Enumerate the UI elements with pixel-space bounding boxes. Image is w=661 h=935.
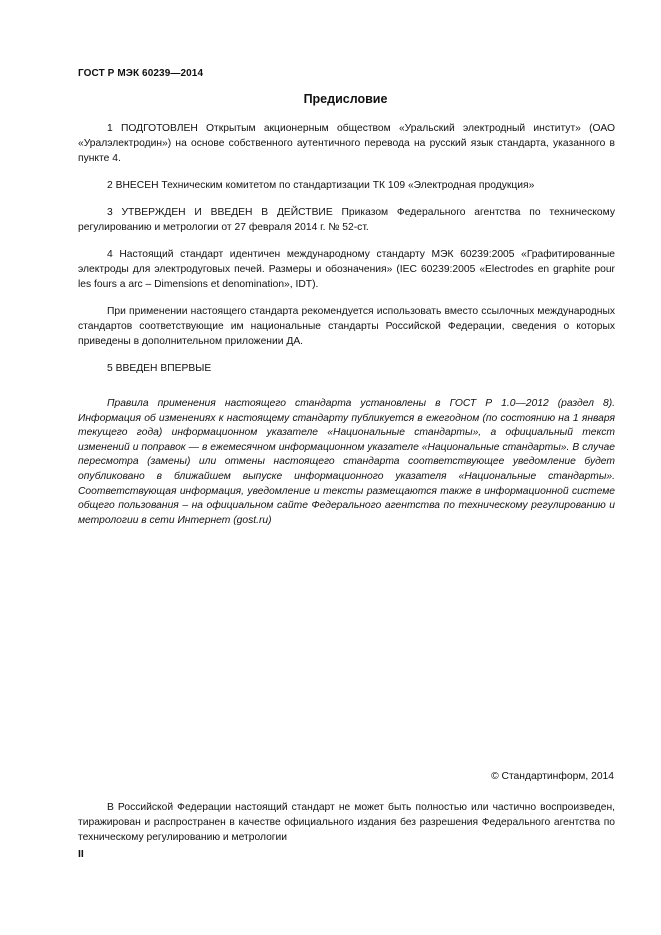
page-number: II <box>78 848 84 860</box>
paragraph-prepared: 1 ПОДГОТОВЛЕН Открытым акционерным обществом «Уральский электродный институт» (ОАО «Уралэлектродин») на основе собственного аутентичного перевода на русский язык стандарта, указанного в пункте 4. <box>78 123 615 164</box>
rules-note <box>78 397 615 528</box>
paragraph-approved: 3 УТВЕРЖДЕН И ВВЕДЕН В ДЕЙСТВИЕ Приказом Федерального агентства по техническому регулированию и метрологии от 27 февраля 2014 г. № 52-ст. <box>78 207 615 233</box>
standard-header: ГОСТ Р МЭК 60239—2014 <box>78 68 204 79</box>
reproduction-notice-text: В Российской Федерации настоящий стандарт не может быть полностью или частично воспроизведен, тиражирован и распространен в качестве официального издания без разрешения Федерального агентства по техническому регулированию и метрологии <box>78 802 615 843</box>
preface-body <box>78 121 615 388</box>
page-title: Предисловие <box>303 92 388 106</box>
paragraph-application: При применении настоящего стандарта рекомендуется использовать вместо ссылочных международных стандартов соответствующие им национальные стандарты Российской Федерации, сведения о которых приведены в дополнительном приложении ДА. <box>78 306 615 347</box>
paragraph-first-introduced: 5 ВВЕДЕН ВПЕРВЫЕ <box>107 363 212 374</box>
reproduction-notice <box>78 800 615 845</box>
paragraph-introduced: 2 ВНЕСЕН Техническим комитетом по стандартизации ТК 109 «Электродная продукция» <box>107 180 535 191</box>
copyright: © Стандартинформ, 2014 <box>491 771 614 782</box>
rules-note-text: Правила применения настоящего стандарта установлены в ГОСТ Р 1.0—2012 (раздел 8). Информация об изменениях к настоящему стандарту публикуется в ежегодном (по состоянию на 1 января текущего года) информационном указателе «Национальные стандарты», а официальный текст изменений и поправок — в ежемесячном информационном указателе «Национальные стандарты». В случае пересмотра (замены) или отмены настоящего стандарта соответствующее уведомление будет опубликовано в ближайшем выпуске информационного указателя «Национальные стандарты». Соответствующая информация, уведомление и тексты размещаются также в информационной системе общего пользования – на официальном сайте Федерального агентства по техническому регулированию и метрологии в сети Интернет (gost.ru) <box>78 398 615 526</box>
paragraph-identical: 4 Настоящий стандарт идентичен международному стандарту МЭК 60239:2005 «Графитированные электроды для электродуговых печей. Размеры и обозначения» (IEC 60239:2005 «Electrodes en graphite pour les fours a arc – Dimensions et denomination», IDT). <box>78 249 615 290</box>
